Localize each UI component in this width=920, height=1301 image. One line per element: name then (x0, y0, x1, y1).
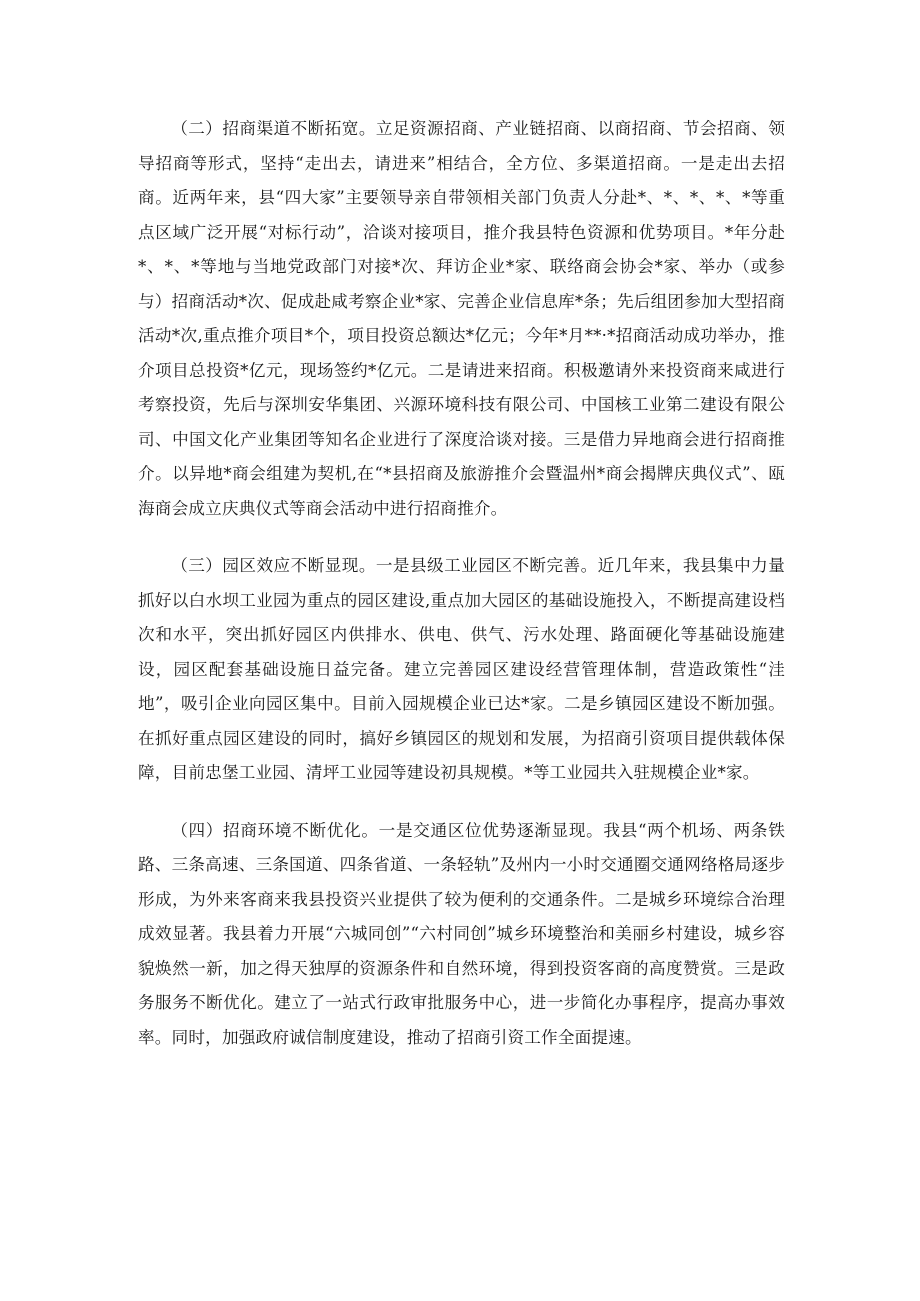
paragraph-industrial-parks: （三）园区效应不断显现。一是县级工业园区不断完善。近几年来，我县集中力量抓好以白水坝工业园为重点的园区建设,重点加大园区的基础设施投入，不断提高建设档次和水平，突出抓好园区内供排水、供电、供气、污水处理、路面硬化等基础设施建设，园区配套基础设施日益完备。建立完善园区建设经营管理体制，营造政策性“洼地”，吸引企业向园区集中。目前入园规模企业已达*家。二是乡镇园区建设不断加强。在抓好重点园区建设的同时，搞好乡镇园区的规划和发展，为招商引资项目提供载体保障，目前忠堡工业园、清坪工业园等建设初具规模。*等工业园共入驻规模企业*家。 (138, 556, 785, 782)
paragraph-investment-channels: （二）招商渠道不断拓宽。立足资源招商、产业链招商、以商招商、节会招商、领导招商等形式，坚持“走出去，请进来”相结合，全方位、多渠道招商。一是走出去招商。近两年来，县“四大家”主要领导亲自带领相关部门负责人分赴*、*、*、*、*等重点区域广泛开展“对标行动”，洽谈对接项目，推介我县特色资源和优势项目。*年分赴*、*、*等地与当地党政部门对接*次、拜访企业*家、联络商会协会*家、举办（或参与）招商活动*次、促成赴咸考察企业*家、完善企业信息库*条；先后组团参加大型招商活动*次,重点推介项目*个，项目投资总额达*亿元；今年*月**·*招商活动成功举办，推介项目总投资*亿元，现场签约*亿元。二是请进来招商。积极邀请外来投资商来咸进行考察投资，先后与深圳安华集团、兴源环境科技有限公司、中国核工业第二建设有限公司、中国文化产业集团等知名企业进行了深度洽谈对接。三是借力异地商会进行招商推介。以异地*商会组建为契机,在“*县招商及旅游推介会暨温州*商会揭牌庆典仪式”、瓯海商会成立庆典仪式等商会活动中进行招商推介。 (138, 119, 785, 518)
document-body (138, 112, 785, 1055)
paragraph-investment-environment: （四）招商环境不断优化。一是交通区位优势逐渐显现。我县“两个机场、两条铁路、三条高速、三条国道、四条省道、一条轻轨”及州内一小时交通圈交通网络格局逐步形成，为外来客商来我县投资兴业提供了较为便利的交通条件。二是城乡环境综合治理成效显著。我县着力开展“六城同创”“六村同创”城乡环境整治和美丽乡村建设，城乡容貌焕然一新，加之得天独厚的资源条件和自然环境，得到投资客商的高度赞赏。三是政务服务不断优化。建立了一站式行政审批服务中心，进一步简化办事程序，提高办事效率。同时，加强政府诚信制度建设，推动了招商引资工作全面提速。 (138, 820, 785, 1047)
